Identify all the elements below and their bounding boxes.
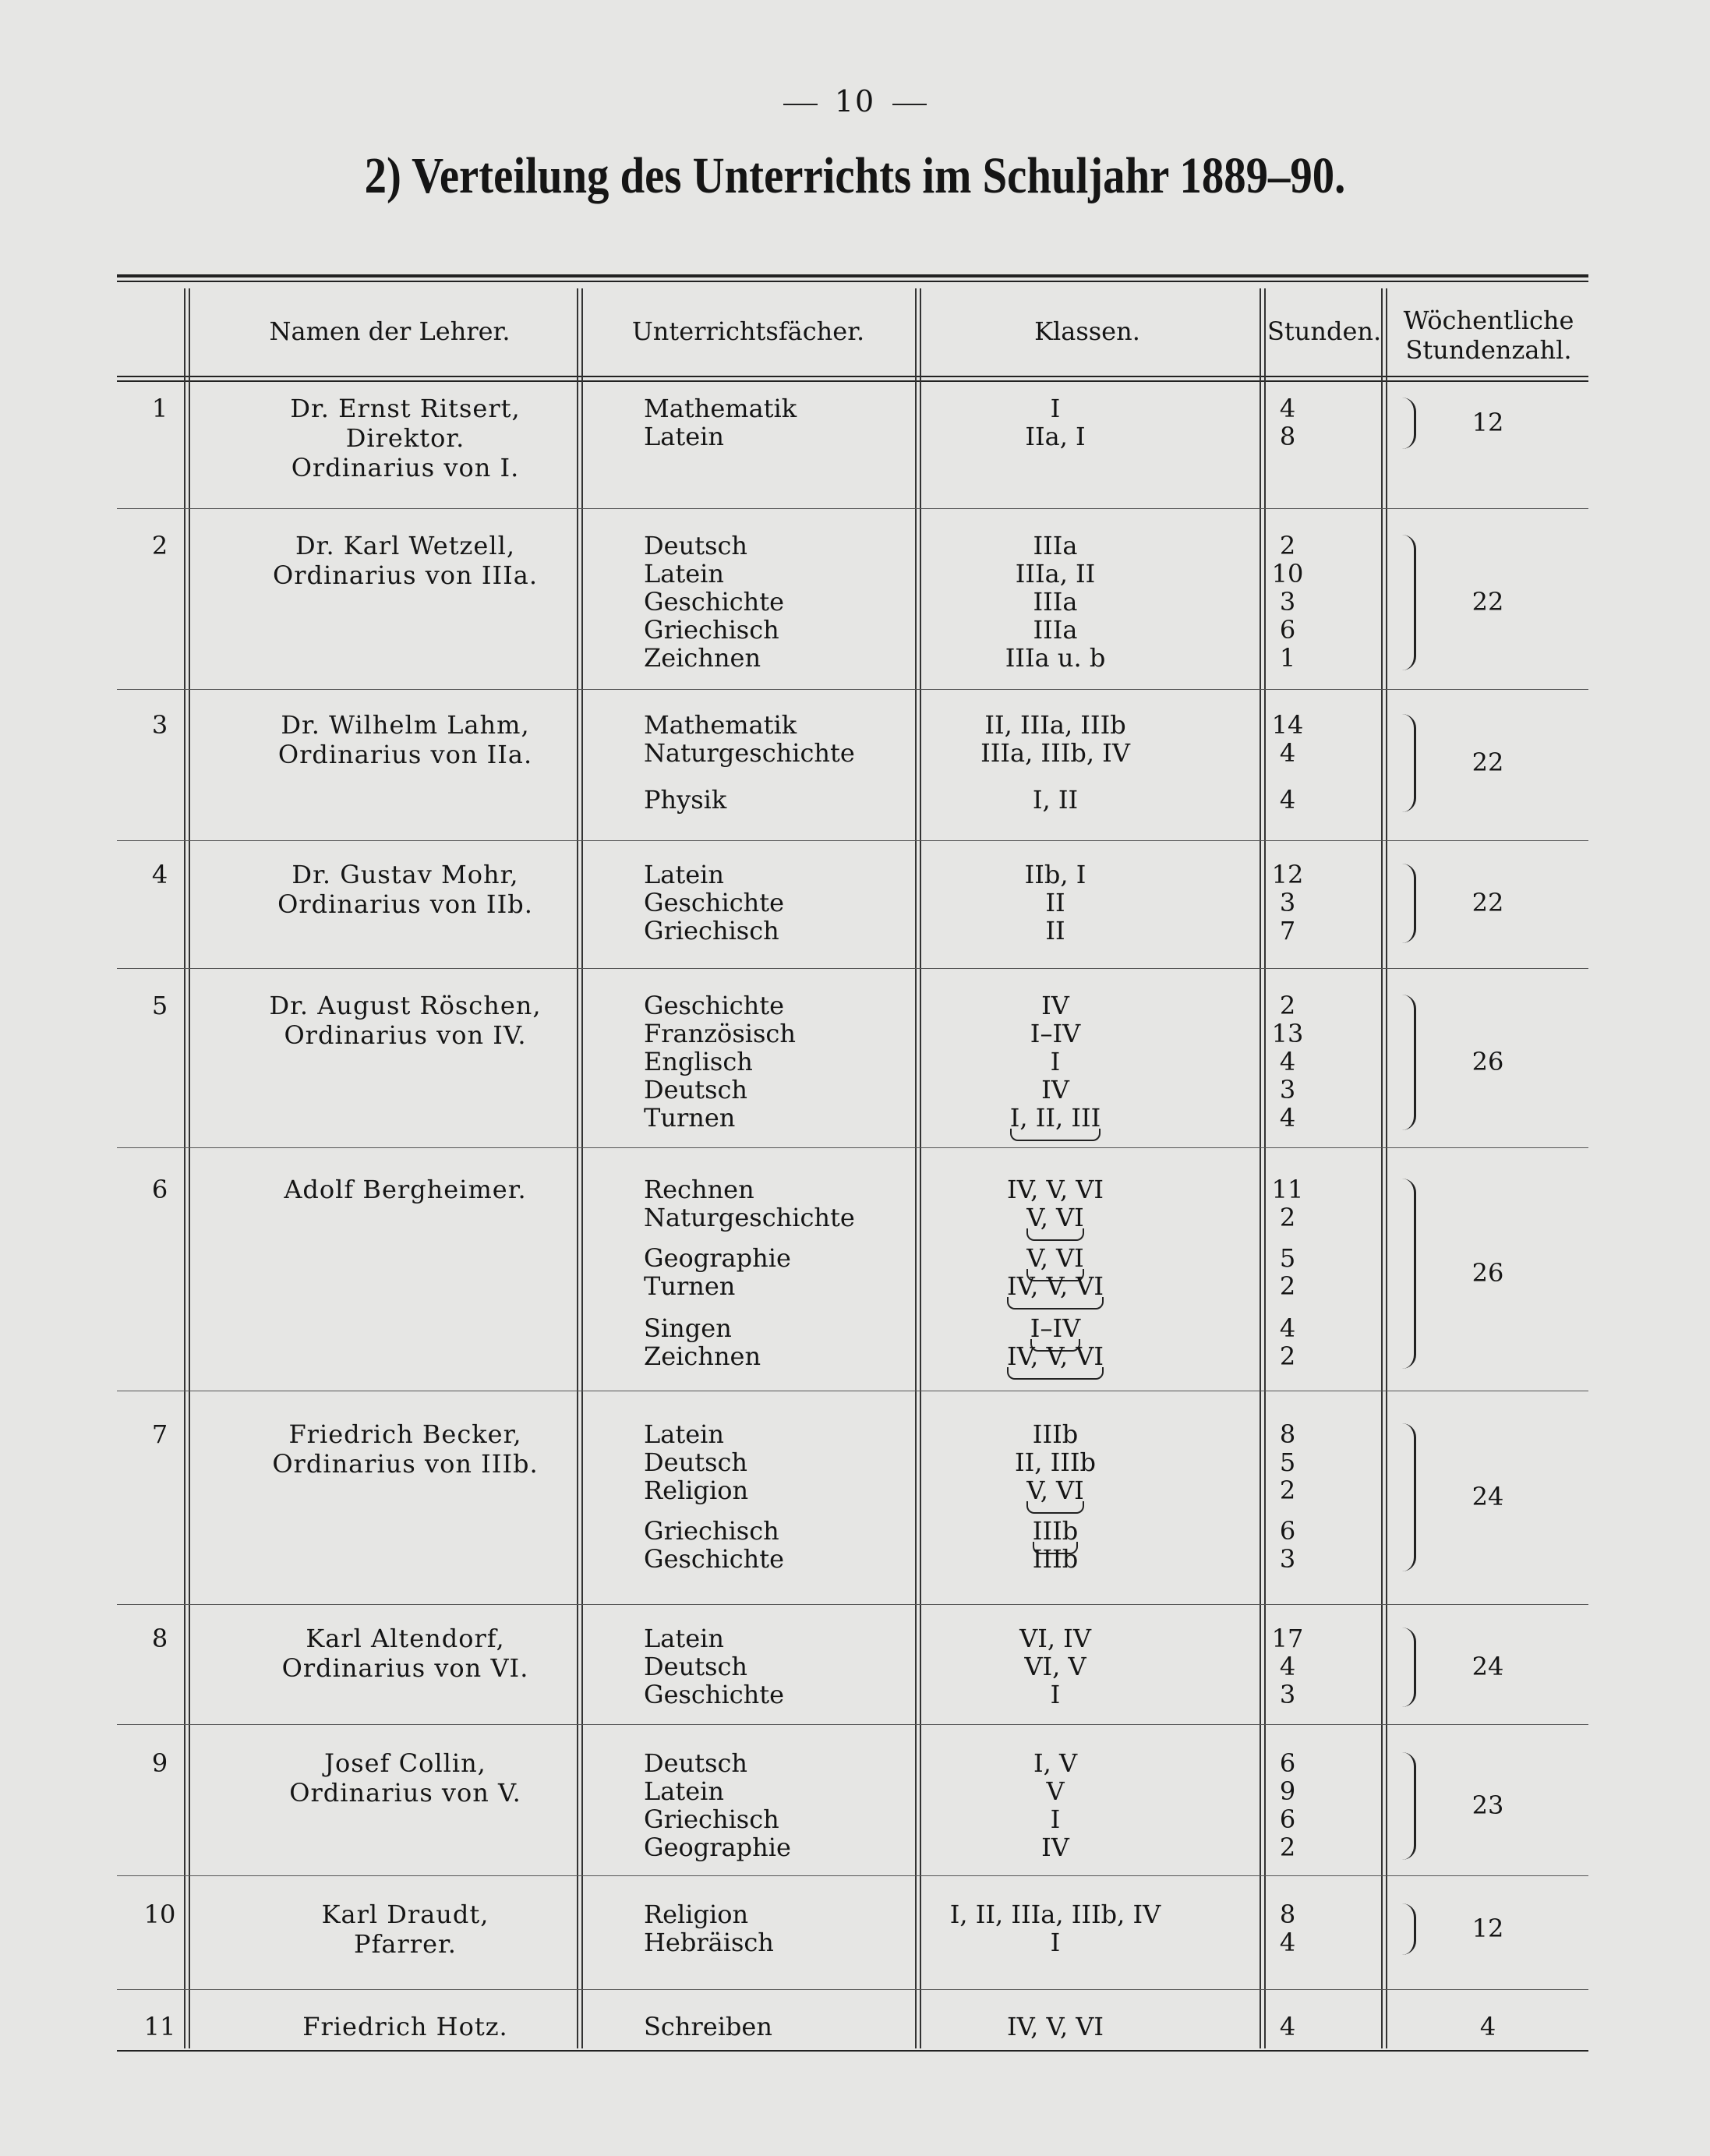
subject: Griechisch: [644, 916, 779, 945]
page-number: [0, 84, 1710, 118]
hours-cell: 4: [1279, 2012, 1296, 2041]
hours-cell: 6: [1279, 615, 1296, 645]
class-value: IIIa: [1033, 587, 1078, 617]
underbrace-mark: [1010, 1129, 1101, 1141]
class-value: I: [1050, 1928, 1061, 1957]
class-cell: [896, 1805, 1214, 1833]
teacher-number: 2: [151, 531, 168, 560]
class-value: I, II, III: [1010, 1104, 1101, 1132]
subject: Zeichnen: [644, 1341, 761, 1371]
class-cell: [896, 1928, 1214, 1956]
teacher-name-line: Ordinarius von IIIb.: [272, 1449, 539, 1479]
total-bracket: [1397, 535, 1416, 670]
subject: Latein: [644, 559, 724, 588]
teacher-number: 6: [151, 1175, 168, 1204]
subject: Griechisch: [644, 1516, 779, 1546]
hours-cell: 2: [1279, 991, 1296, 1020]
weekly-total: 24: [1472, 1482, 1504, 1511]
class-cell: [896, 1749, 1214, 1777]
subject: Naturgeschichte: [644, 1203, 855, 1232]
teacher-name-line: Dr. Gustav Mohr,: [291, 860, 519, 889]
teacher-number: 5: [151, 991, 168, 1020]
teacher-number: 8: [151, 1624, 168, 1653]
hours-cell: 5: [1279, 1243, 1296, 1273]
row-separator: [117, 1875, 1588, 1876]
class-value: I, II: [1032, 785, 1079, 815]
total-bracket: [1397, 1628, 1416, 1707]
page-title: 2) Verteilung des Unterrichts im Schuljahr 1889–90.: [364, 147, 1346, 204]
header-hours: Stunden.: [1267, 316, 1382, 346]
hours-cell: 2: [1279, 531, 1296, 560]
hours-cell: 4: [1279, 1928, 1296, 1957]
subject: Latein: [644, 1776, 724, 1806]
total-bracket: [1397, 398, 1416, 449]
class-cell: [896, 560, 1214, 588]
teacher-name-line: Adolf Bergheimer.: [284, 1175, 527, 1204]
class-cell: [896, 1833, 1214, 1861]
hours-cell: 14: [1271, 710, 1304, 740]
class-cell: [896, 1076, 1214, 1104]
hours-cell: 2: [1279, 1341, 1296, 1371]
class-value: V: [1046, 1776, 1065, 1806]
hours-cell: 2: [1279, 1476, 1296, 1505]
class-value: IIa, I: [1025, 422, 1086, 451]
total-bracket: [1397, 864, 1416, 943]
subject: Deutsch: [644, 1652, 748, 1681]
class-value: I: [1050, 1047, 1061, 1076]
hours-cell: 4: [1279, 394, 1296, 423]
teacher-name-line: Friedrich Hotz.: [302, 2012, 508, 2041]
teacher-name-line: Dr. Ernst Ritsert,: [290, 394, 521, 423]
page-number-dash-left: [783, 104, 818, 105]
class-value: IIIb: [1033, 1517, 1078, 1545]
hours-cell: 4: [1279, 1652, 1296, 1681]
subject: Deutsch: [644, 531, 748, 560]
class-cell: [896, 1203, 1214, 1232]
subject: Mathematik: [644, 394, 797, 423]
teacher-name-line: Pfarrer.: [354, 1929, 457, 1959]
hours-cell: 4: [1279, 1103, 1296, 1133]
class-cell: [896, 1476, 1214, 1504]
weekly-total: 24: [1472, 1652, 1504, 1681]
subject: Griechisch: [644, 615, 779, 645]
subject: Physik: [644, 785, 727, 815]
header-rule-double: [117, 380, 1588, 382]
hours-cell: 2: [1279, 1271, 1296, 1301]
teacher-name-line: Ordinarius von VI.: [281, 1653, 529, 1683]
weekly-total: 4: [1479, 2012, 1496, 2041]
hours-cell: 10: [1271, 559, 1304, 588]
hours-cell: 12: [1271, 860, 1304, 889]
hours-cell: 3: [1279, 1680, 1296, 1709]
class-cell: [896, 861, 1214, 889]
subject: Latein: [644, 860, 724, 889]
hours-cell: 8: [1279, 1419, 1296, 1449]
total-bracket: [1397, 714, 1416, 812]
class-cell: [896, 1104, 1214, 1132]
class-value: I, II, IIIa, IIIb, IV: [949, 1900, 1161, 1929]
subject: Geschichte: [644, 1680, 785, 1709]
total-bracket: [1397, 995, 1416, 1130]
table-top-rule-thin: [117, 281, 1588, 282]
subject: Mathematik: [644, 710, 797, 740]
class-cell: [896, 1420, 1214, 1448]
subject: Rechnen: [644, 1175, 754, 1204]
subject: Latein: [644, 1419, 724, 1449]
class-value: V, VI: [1026, 1244, 1084, 1272]
class-value: IV: [1041, 1833, 1069, 1862]
distribution-table: [117, 274, 1588, 2059]
hours-cell: 3: [1279, 888, 1296, 917]
column-rule: [1386, 288, 1387, 2048]
class-value: IIb, I: [1024, 860, 1086, 889]
row-separator: [117, 689, 1588, 690]
teacher-name-line: Karl Altendorf,: [306, 1624, 505, 1653]
class-cell: [896, 1517, 1214, 1545]
subject: Latein: [644, 1624, 724, 1653]
class-cell: [896, 532, 1214, 560]
subject: Geschichte: [644, 1544, 785, 1574]
class-cell: [896, 786, 1214, 814]
hours-cell: 8: [1279, 1900, 1296, 1929]
class-cell: [896, 1272, 1214, 1300]
class-value: II: [1045, 888, 1065, 917]
class-cell: [896, 1048, 1214, 1076]
subject: Turnen: [644, 1271, 736, 1301]
class-cell: [896, 1314, 1214, 1342]
class-cell: [896, 889, 1214, 917]
subject: Geschichte: [644, 888, 785, 917]
row-separator: [117, 840, 1588, 841]
subject: Deutsch: [644, 1447, 748, 1477]
teacher-number: 10: [143, 1900, 176, 1929]
subject: Singen: [644, 1313, 732, 1343]
subject: Deutsch: [644, 1075, 748, 1105]
class-cell: [896, 2013, 1214, 2041]
class-cell: [896, 1681, 1214, 1709]
teacher-name-line: Dr. Wilhelm Lahm,: [281, 710, 530, 740]
class-cell: [896, 1545, 1214, 1573]
hours-cell: 3: [1279, 1544, 1296, 1574]
class-value: IIIa, II: [1015, 559, 1096, 588]
subject: Deutsch: [644, 1748, 748, 1778]
class-value: IIIa: [1033, 615, 1078, 645]
total-bracket: [1397, 1752, 1416, 1860]
teacher-name-line: Karl Draudt,: [321, 1900, 489, 1929]
class-cell: [896, 739, 1214, 767]
class-value: VI, V: [1024, 1652, 1086, 1681]
class-cell: [896, 394, 1214, 422]
hours-cell: 3: [1279, 1075, 1296, 1105]
hours-cell: 2: [1279, 1203, 1296, 1232]
weekly-total: 12: [1472, 408, 1504, 437]
hours-cell: 3: [1279, 587, 1296, 617]
class-cell: [896, 1624, 1214, 1652]
class-cell: [896, 1900, 1214, 1928]
table-bottom-rule: [117, 2050, 1588, 2052]
row-separator: [117, 1724, 1588, 1725]
teacher-name-line: Dr. August Röschen,: [269, 991, 542, 1020]
class-cell: [896, 711, 1214, 739]
header-rule: [117, 376, 1588, 377]
row-separator: [117, 508, 1588, 509]
total-bracket: [1397, 1423, 1416, 1571]
subject: Naturgeschichte: [644, 738, 855, 768]
teacher-number: 1: [151, 394, 168, 423]
hours-cell: 5: [1279, 1447, 1296, 1477]
class-value: IIIa u. b: [1005, 643, 1106, 673]
underbrace-mark: [1007, 1367, 1104, 1380]
class-cell: [896, 991, 1214, 1020]
hours-cell: 4: [1279, 785, 1296, 815]
teacher-name-line: Dr. Karl Wetzell,: [295, 531, 515, 560]
subject: Geschichte: [644, 991, 785, 1020]
teacher-number: 4: [151, 860, 168, 889]
class-cell: [896, 644, 1214, 672]
teacher-name-line: Ordinarius von IIa.: [277, 740, 533, 769]
subject: Religion: [644, 1900, 749, 1929]
teacher-name-line: Direktor.: [345, 423, 465, 453]
subject: Turnen: [644, 1103, 736, 1133]
hours-cell: 1: [1279, 643, 1296, 673]
class-value: I: [1050, 394, 1061, 423]
teacher-name-line: Ordinarius von IIb.: [277, 889, 533, 919]
teacher-number: 9: [151, 1748, 168, 1778]
class-value: IV: [1041, 991, 1069, 1020]
page-number-value: 10: [834, 84, 876, 118]
subject: Schreiben: [644, 2012, 772, 2041]
subject: Zeichnen: [644, 643, 761, 673]
class-cell: [896, 1777, 1214, 1805]
teacher-number: 3: [151, 710, 168, 740]
header-weekly-line2: Stundenzahl.: [1405, 335, 1572, 365]
underbrace-mark: [1026, 1501, 1084, 1514]
class-value: V, VI: [1026, 1203, 1084, 1232]
weekly-total: 22: [1472, 748, 1504, 777]
hours-cell: 6: [1279, 1804, 1296, 1834]
underbrace-mark: [1007, 1297, 1104, 1310]
row-separator: [117, 1989, 1588, 1990]
subject: Geschichte: [644, 587, 785, 617]
weekly-total: 12: [1472, 1914, 1504, 1943]
teacher-name-line: Ordinarius von IV.: [284, 1020, 527, 1050]
hours-cell: 11: [1271, 1175, 1304, 1204]
hours-cell: 4: [1279, 1047, 1296, 1076]
teacher-name-line: Josef Collin,: [324, 1748, 486, 1778]
header-classes: Klassen.: [1034, 316, 1140, 346]
class-value: V, VI: [1026, 1476, 1084, 1504]
total-bracket: [1397, 1179, 1416, 1369]
class-value: IV, V, VI: [1006, 1175, 1104, 1204]
page-number-dash-right: [892, 104, 927, 105]
total-bracket: [1397, 1903, 1416, 1955]
subject: Geographie: [644, 1833, 791, 1862]
teacher-name-line: Friedrich Becker,: [288, 1419, 522, 1449]
subject: Geographie: [644, 1243, 791, 1273]
class-cell: [896, 422, 1214, 451]
class-value: IIIa, IIIb, IV: [980, 738, 1130, 768]
header-names: Namen der Lehrer.: [269, 316, 511, 346]
weekly-total: 22: [1472, 587, 1504, 617]
class-cell: [896, 917, 1214, 945]
header-weekly-total: [1389, 306, 1588, 365]
header-weekly-line1: Wöchentliche: [1403, 306, 1574, 335]
hours-cell: 7: [1279, 916, 1296, 945]
header-subjects: Unterrichtsfächer.: [631, 316, 865, 346]
hours-cell: 4: [1279, 738, 1296, 768]
underbrace-mark: [1026, 1228, 1084, 1241]
class-value: I: [1050, 1804, 1061, 1834]
weekly-total: 22: [1472, 888, 1504, 917]
class-cell: [896, 1448, 1214, 1476]
class-value: II, IIIa, IIIb: [984, 710, 1126, 740]
subject: Griechisch: [644, 1804, 779, 1834]
subject: Englisch: [644, 1047, 753, 1076]
class-value: IIIb: [1032, 1544, 1079, 1574]
class-cell: [896, 1020, 1214, 1048]
hours-cell: 4: [1279, 1313, 1296, 1343]
hours-cell: 2: [1279, 1833, 1296, 1862]
hours-cell: 8: [1279, 422, 1296, 451]
subject: Latein: [644, 422, 724, 451]
class-value: IV: [1041, 1075, 1069, 1105]
teacher-number: 11: [143, 2012, 176, 2041]
row-separator: [117, 968, 1588, 969]
class-value: I: [1050, 1680, 1061, 1709]
class-value: II: [1045, 916, 1065, 945]
row-separator: [117, 1147, 1588, 1148]
hours-cell: 6: [1279, 1516, 1296, 1546]
class-value: I–IV: [1030, 1019, 1081, 1048]
class-value: IIIa: [1033, 531, 1078, 560]
teacher-name-line: Ordinarius von IIIa.: [273, 560, 538, 590]
class-cell: [896, 1244, 1214, 1272]
class-value: IIIb: [1032, 1419, 1079, 1449]
subject: Religion: [644, 1476, 749, 1505]
hours-cell: 13: [1271, 1019, 1304, 1048]
class-value: II, IIIb: [1014, 1447, 1097, 1477]
class-value: IV, V, VI: [1006, 2012, 1104, 2041]
hours-cell: 17: [1271, 1624, 1304, 1653]
column-rule: [1381, 288, 1383, 2048]
teacher-name-line: Ordinarius von I.: [291, 453, 520, 482]
class-cell: [896, 1175, 1214, 1203]
weekly-total: 23: [1472, 1790, 1504, 1820]
class-cell: [896, 1342, 1214, 1370]
class-value: VI, IV: [1019, 1624, 1091, 1653]
class-value: I–IV: [1030, 1314, 1080, 1342]
weekly-total: 26: [1472, 1047, 1504, 1076]
class-cell: [896, 588, 1214, 616]
class-cell: [896, 1652, 1214, 1681]
hours-cell: 9: [1279, 1776, 1296, 1806]
class-value: IV, V, VI: [1007, 1342, 1104, 1370]
row-separator: [117, 1604, 1588, 1605]
weekly-total: 26: [1472, 1258, 1504, 1288]
table-top-rule: [117, 274, 1588, 277]
teacher-number: 7: [151, 1419, 168, 1449]
class-cell: [896, 616, 1214, 644]
class-value: I, V: [1033, 1748, 1078, 1778]
class-value: IV, V, VI: [1007, 1272, 1104, 1300]
subject: Hebräisch: [644, 1928, 774, 1957]
subject: Französisch: [644, 1019, 796, 1048]
hours-cell: 6: [1279, 1748, 1296, 1778]
teacher-name-line: Ordinarius von V.: [289, 1778, 521, 1808]
